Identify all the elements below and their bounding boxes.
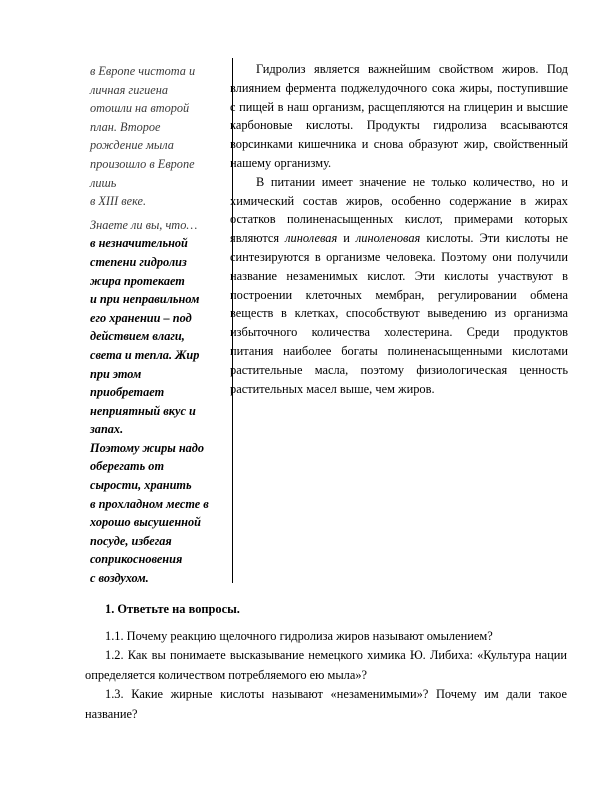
fact-line: Поэтому жиры надо [90,440,205,455]
fact-line: хорошо высушенной [90,515,201,530]
fact-line: света и тепла. Жир [90,347,200,362]
fact-line: запах. [90,422,124,437]
paragraph-nutrition [230,173,568,399]
sidebar-line: план. Второе [90,119,161,134]
questions-section [85,600,567,725]
paragraph-text: В питании имеет значение не только количество, но и химический состав жиров, особенно содержание в жирах остатков полиненасыщенных кислот, примерами которых являются [230,174,568,246]
sidebar-line: произошло в Европе [90,156,195,171]
fact-line: в прохладном месте в [90,496,209,511]
fact-line: степени гидролиз [90,254,187,269]
questions-heading: 1. Ответьте на вопросы. [105,602,240,616]
fact-line: в незначительной [90,236,188,251]
fact-line: с воздухом. [90,571,149,586]
fact-line: соприкосновения [90,552,183,567]
sidebar-line: в Европе чистота и [90,64,196,78]
linoleic-acid-term: линолевая [285,231,338,246]
sidebar-line: в XIII веке. [90,194,147,209]
history-note [90,62,228,211]
question-item: 1.3. Какие жирные кислоты называют «незаменимыми»? Почему им дали такое название? [85,687,567,721]
sidebar-line: рождение мыла [90,138,174,153]
fact-line: приобретает [90,385,165,400]
paragraph-text: кислоты. Эти кислоты не синтезируются в организме человека. Поэтому они получили название незаменимых кислот. Эти кислоты участвуют в построении клеточных мембран, регулировании обмена веществ в клетках, способствуют выведению из организма избыточного количества холестерина. Среди продуктов питания наиболее богаты полиненасыщенными кислотами растительные масла, поэтому физиологическая ценность растительных масел выше, чем жиров. [230,231,568,396]
paragraph-text: и [337,231,356,246]
did-you-know-heading: Знаете ли вы, что… [90,217,198,232]
main-text [230,60,568,398]
fact-line: посуде, избегая [90,533,172,548]
sidebar-note [90,62,228,588]
fact-line: неприятный вкус и [90,403,196,418]
fact-note [90,234,228,587]
fact-line: оберегать от [90,459,165,474]
fact-line: при этом [90,366,142,381]
sidebar-line: личная гигиена [90,82,169,97]
sidebar-line: отошли на второй [90,101,190,116]
fact-line: жира протекает [90,273,185,288]
fact-line: и при неправильном [90,292,200,307]
question-item: 1.1. Почему реакцию щелочного гидролиза жиров называют омылением? [105,628,493,643]
sidebar-line: лишь [90,175,117,190]
fact-line: действием влаги, [90,329,185,344]
question-item: 1.2. Как вы понимаете высказывание немецкого химика Ю. Либиха: «Культура нации определяется количеством потребляемого ею мыла»? [85,648,567,682]
fact-line: его хранении – под [90,310,192,325]
fact-line: сырости, хранить [90,478,192,493]
linolenic-acid-term: линоленовая [355,231,421,246]
paragraph-hydrolysis: Гидролиз является важнейшим свойством жиров. Под влиянием фермента поджелудочного сока жиры, поступившие с пищей в наш организм, расщепляются на глицерин и высшие карбоновые кислоты. Продукты гидролиза всасываются ворсинками кишечника и снова образуют жир, свойственный нашему организму. [230,62,568,170]
